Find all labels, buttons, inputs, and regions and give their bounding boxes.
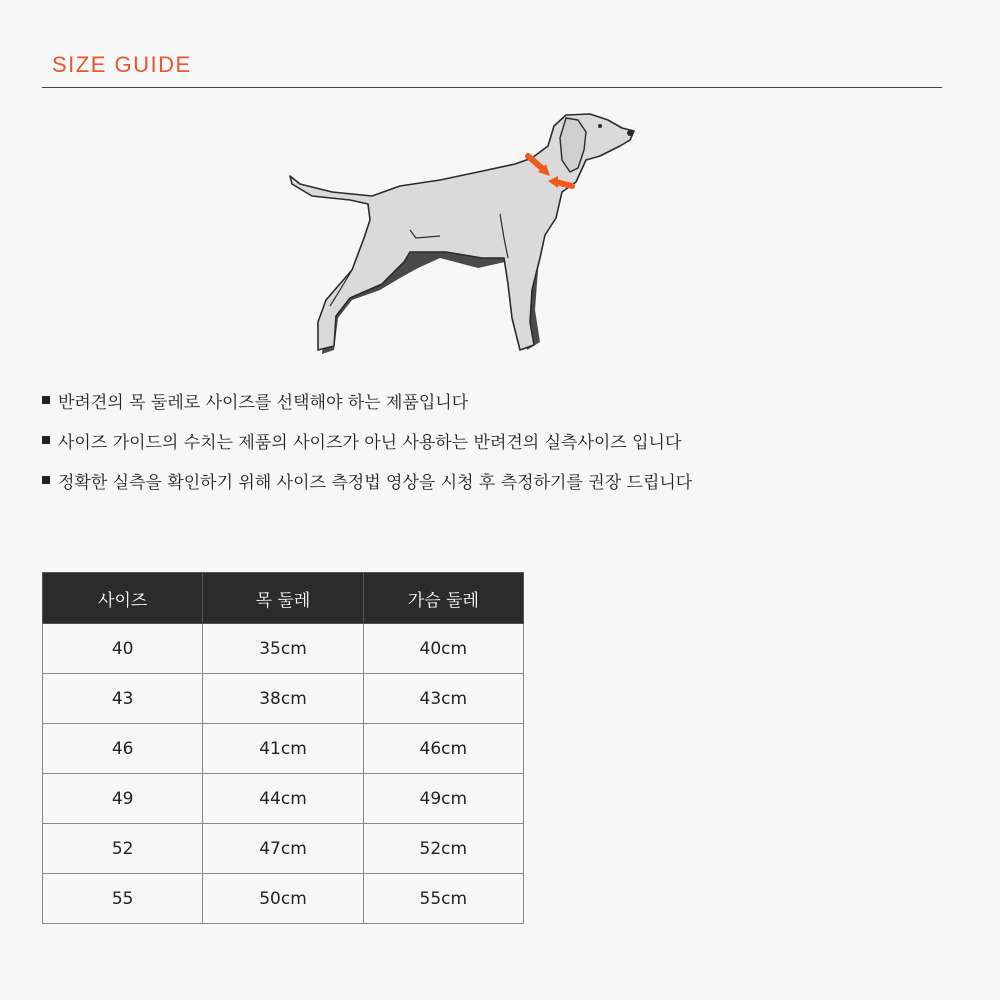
cell-size: 43 bbox=[43, 674, 203, 724]
table-row bbox=[43, 674, 524, 724]
cell-size: 40 bbox=[43, 624, 203, 674]
cell-neck: 38cm bbox=[203, 674, 363, 724]
header-size: 사이즈 bbox=[43, 573, 203, 624]
size-table bbox=[42, 572, 524, 924]
table-row bbox=[43, 824, 524, 874]
square-bullet-icon bbox=[42, 396, 50, 404]
cell-size: 49 bbox=[43, 774, 203, 824]
page-title: SIZE GUIDE bbox=[52, 52, 192, 77]
square-bullet-icon bbox=[42, 436, 50, 444]
neck-arrow-lower bbox=[556, 182, 572, 186]
dog-illustration bbox=[280, 105, 650, 365]
cell-chest: 43cm bbox=[363, 674, 523, 724]
cell-chest: 49cm bbox=[363, 774, 523, 824]
cell-chest: 55cm bbox=[363, 874, 523, 924]
dog-nose bbox=[627, 130, 633, 136]
title-divider bbox=[42, 87, 942, 88]
header-neck: 목 둘레 bbox=[203, 573, 363, 624]
header-chest: 가슴 둘레 bbox=[363, 573, 523, 624]
note-item bbox=[42, 460, 692, 500]
table-header-row bbox=[43, 573, 524, 624]
cell-neck: 50cm bbox=[203, 874, 363, 924]
note-text: 정확한 실측을 확인하기 위해 사이즈 측정법 영상을 시청 후 측정하기를 권장 드립니다 bbox=[58, 472, 693, 493]
note-text: 사이즈 가이드의 수치는 제품의 사이즈가 아닌 사용하는 반려견의 실측사이즈 입니다 bbox=[58, 432, 682, 453]
note-item bbox=[42, 420, 692, 460]
dog-eye bbox=[598, 124, 602, 128]
cell-size: 55 bbox=[43, 874, 203, 924]
cell-chest: 46cm bbox=[363, 724, 523, 774]
notes-list bbox=[42, 380, 692, 500]
table-row bbox=[43, 874, 524, 924]
cell-neck: 41cm bbox=[203, 724, 363, 774]
table-row bbox=[43, 724, 524, 774]
cell-size: 46 bbox=[43, 724, 203, 774]
note-text: 반려견의 목 둘레로 사이즈를 선택해야 하는 제품입니다 bbox=[58, 392, 469, 413]
cell-size: 52 bbox=[43, 824, 203, 874]
cell-neck: 47cm bbox=[203, 824, 363, 874]
square-bullet-icon bbox=[42, 476, 50, 484]
cell-neck: 35cm bbox=[203, 624, 363, 674]
cell-chest: 40cm bbox=[363, 624, 523, 674]
table-row bbox=[43, 624, 524, 674]
table-row bbox=[43, 774, 524, 824]
note-item bbox=[42, 380, 692, 420]
cell-neck: 44cm bbox=[203, 774, 363, 824]
cell-chest: 52cm bbox=[363, 824, 523, 874]
